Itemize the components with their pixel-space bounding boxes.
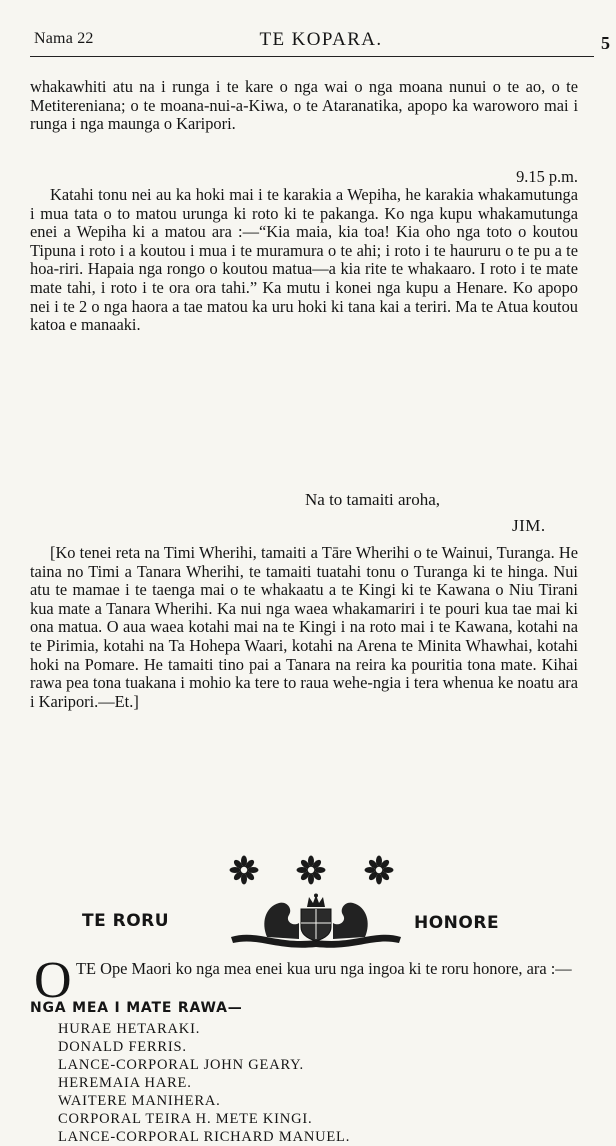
flower-ornament-icon	[364, 855, 394, 885]
page-number: 5	[601, 33, 610, 53]
flower-ornament-icon	[229, 855, 259, 885]
drop-cap: O	[34, 952, 72, 1009]
letter-paragraph-2: Katahi tonu nei au ka hoki mai i te karakia a Wepiha, he karakia whakamutunga i mua tata o to matou urunga ki roto ki te pakanga. Ko nga kupu whakamutunga enei a Wepiha ki a matou ara :—“Kia maia, kia toa! Kia oho nga toto o koutou Tipuna i roto i a koutou i mua i te muramura o te ahi; i roto i te haururu o te pu a te hoa-riri. Hapaia nga rongo o koutou matua—a kia rite te whakaaro. I roto i te mate mate tahi, i roto i te ora ora tahi.” Ka mutu i konei nga kupu a Henare. Ko apopo nei i te 2 o nga haora a tae matou ka uru hoki ki tana kai a teriri. Ma te Atua koutou katoa e manaaki.	[30, 185, 578, 335]
letter-signoff: Na to tamaiti aroha,	[305, 490, 441, 509]
roll-title-right: HONORE	[414, 913, 500, 933]
coat-of-arms-icon	[227, 893, 405, 953]
publication-title: TE KOPARA.	[259, 29, 383, 50]
roll-of-honour-heading	[0, 893, 616, 953]
page-header	[32, 29, 610, 55]
editor-note: [Ko tenei reta na Timi Wherihi, tamaiti a Tāre Wherihi o te Wainui, Turanga. He taina no Timi a Tanara Wherihi, te tamaiti tuatahi tonu o Turanga ki te hinga. Nui atu te mamae i te taenga mai o te whakaatu a te Kingi ki te Kawana o Niu Tirani kua mate a Tanara Wherihi. Ka nui nga waea whakamariri i te pouri kua tae mai ki ona matua. O aua waea kotahi mai na te Kingi i na roto mai i te Kawana, kotahi na te Pirimia, kotahi na Ta Hohepa Waari, kotahi na Arena te Minita Whawhai, kotahi hoki na Pomare. He tamaiti tino pai a Tanara na reira ka pouritia tona mate. Kihai rawa pea tona tuakana i mohio ka tere to raua wehe-ngia i tera whenua ke noatu ara i Karipori.—Et.]	[30, 543, 578, 711]
header-rule	[30, 56, 594, 57]
roll-name: LANCE-CORPORAL JOHN GEARY.	[58, 1057, 304, 1073]
letter-signature: JIM.	[512, 516, 546, 535]
roll-name: CORPORAL TEIRA H. METE KINGI.	[58, 1111, 313, 1127]
letter-time: 9.15 p.m.	[516, 167, 578, 186]
roll-names-list	[58, 1020, 350, 1146]
flower-ornament-icon	[296, 855, 326, 885]
roll-name: WAITERE MANIHERA.	[58, 1093, 221, 1109]
roll-title-left: TE RORU	[82, 911, 170, 931]
roll-name: HEREMAIA HARE.	[58, 1075, 192, 1091]
roll-name: DONALD FERRIS.	[58, 1039, 187, 1055]
roll-name: HURAE HETARAKI.	[58, 1021, 201, 1037]
letter-paragraph-1: whakawhiti atu na i runga i te kare o nga wai o nga moana nunui o te ao, o te Metitereniana; o te moana-nui-a-Kiwa, o te Ataranatika, apopo ka waroworo mai i runga i nga maunga o Karipori.	[30, 77, 578, 134]
roll-name: LANCE-CORPORAL RICHARD MANUEL.	[58, 1129, 351, 1145]
roll-intro: TE Ope Maori ko nga mea enei kua uru nga ingoa ki te roru honore, ara :—	[76, 959, 572, 978]
ornament-row	[0, 855, 616, 885]
issue-number: Nama 22	[34, 30, 94, 47]
roll-section-title: NGA MEA I MATE RAWA—	[30, 1000, 243, 1016]
